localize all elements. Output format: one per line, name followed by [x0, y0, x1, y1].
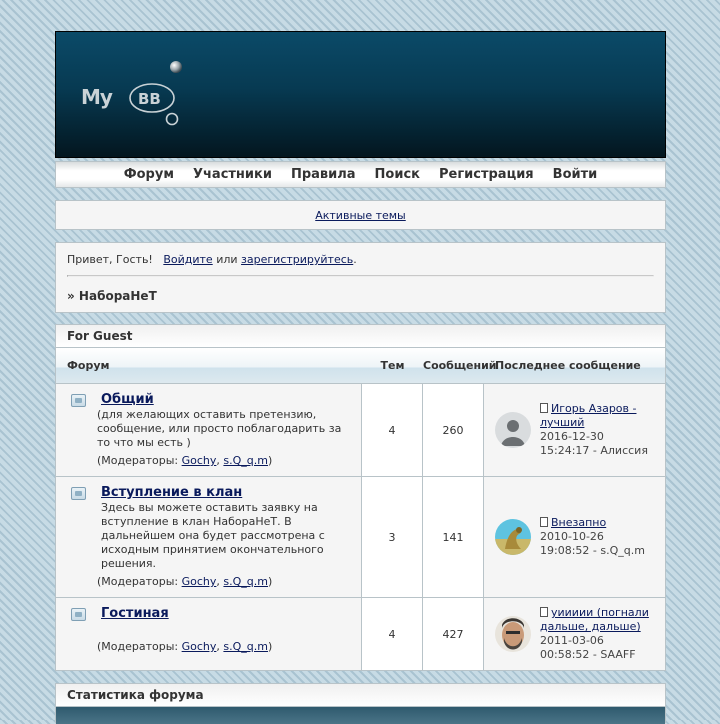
forum-title-link[interactable]: Гостиная: [101, 606, 169, 621]
page-wrapper: [55, 31, 666, 723]
forum-moderators: [97, 454, 351, 467]
nav-members[interactable]: Участники: [192, 167, 272, 182]
site-logo[interactable]: [78, 56, 198, 136]
forum-cell: [56, 598, 362, 670]
greeting-suffix: .: [353, 253, 357, 266]
nav-login[interactable]: Войти: [552, 167, 598, 182]
posts-count: 141: [423, 477, 484, 597]
last-post-date: 2016-12-30: [540, 430, 604, 443]
svg-text:BB: BB: [138, 90, 161, 108]
post-icon: [540, 517, 548, 527]
moderator-link[interactable]: s.Q_q.m: [223, 575, 269, 588]
nav-search[interactable]: Поиск: [374, 167, 420, 182]
forum-description: [97, 622, 351, 636]
forum-row: [56, 598, 665, 670]
active-topics-link[interactable]: Активные темы: [315, 208, 406, 222]
greeting-divider: [67, 275, 654, 277]
mods-suffix: ): [268, 454, 273, 467]
forum-stats-box: [55, 683, 666, 723]
login-link[interactable]: Войдите: [163, 253, 213, 266]
user-avatar[interactable]: [495, 412, 531, 448]
last-post-link[interactable]: уиииии (погнали дальше, дальше): [540, 606, 649, 633]
nav-register[interactable]: Регистрация: [439, 167, 534, 182]
svg-text:My: My: [81, 85, 112, 109]
topics-count: 4: [362, 384, 423, 476]
greeting-box: [55, 242, 666, 313]
last-post-info: [540, 516, 645, 558]
last-post-link[interactable]: Игорь Азаров - лучший: [540, 402, 637, 429]
forum-icon: [71, 394, 86, 407]
forum-title-link[interactable]: Вступление в клан: [101, 485, 243, 500]
forum-cell: [56, 384, 362, 476]
post-icon: [540, 607, 548, 617]
last-post-date: 2011-03-06: [540, 634, 604, 647]
last-post-link[interactable]: Внезапно: [551, 516, 607, 529]
last-post-info: [540, 402, 655, 458]
active-topics-box: [55, 200, 666, 230]
greeting-text: Привет, Гость!: [67, 253, 153, 266]
stats-title: Статистика форума: [56, 684, 665, 707]
greeting-line: [67, 253, 654, 275]
forum-cell: [56, 477, 362, 597]
mods-prefix: (Модераторы:: [97, 640, 182, 653]
last-post-cell: [484, 598, 665, 670]
main-nav: [55, 161, 666, 188]
user-avatar[interactable]: [495, 616, 531, 652]
last-post-date: 2010-10-26: [540, 530, 604, 543]
topics-count: 3: [362, 477, 423, 597]
register-link[interactable]: зарегистрируйтесь: [241, 253, 354, 266]
mods-suffix: ): [268, 575, 273, 588]
nav-forum[interactable]: Форум: [123, 167, 174, 182]
last-post-cell: [484, 384, 665, 476]
moderator-link[interactable]: s.Q_q.m: [223, 640, 269, 653]
site-header: [55, 31, 666, 158]
forum-row: [56, 477, 665, 598]
forum-category: [55, 324, 666, 671]
last-post-info: [540, 606, 655, 662]
forum-description: Здесь вы можете оставить заявку на вступление в клан НабораНеТ. В дальнейшем она будет рассмотрена с исходным принятием окончательного решения.: [101, 501, 325, 570]
forum-row: [56, 384, 665, 477]
forum-moderators: [97, 575, 351, 588]
moderator-link[interactable]: Gochy: [181, 640, 217, 653]
forum-description: (для желающих оставить претензию, сообщение, или просто поблагодарить за то что мы есть ): [97, 408, 342, 449]
mods-suffix: ): [268, 640, 273, 653]
topics-count: 4: [362, 598, 423, 670]
header-posts: Сообщений: [423, 359, 497, 372]
post-icon: [540, 403, 548, 413]
header-last-post: Последнее сообщение: [495, 359, 641, 372]
last-post-cell: [484, 477, 665, 597]
mods-prefix: (Модераторы:: [97, 454, 182, 467]
table-header: [56, 348, 665, 384]
moderator-link[interactable]: Gochy: [181, 454, 217, 467]
last-post-time-user: 19:08:52 - s.Q_q.m: [540, 544, 645, 557]
mods-prefix: (Модераторы:: [97, 575, 182, 588]
breadcrumb: » НабораНеТ: [67, 289, 157, 303]
mods-separator: ,: [216, 575, 224, 588]
user-avatar[interactable]: [495, 519, 531, 555]
moderator-link[interactable]: Gochy: [181, 575, 217, 588]
forum-icon: [71, 608, 86, 621]
nav-rules[interactable]: Правила: [290, 167, 356, 182]
posts-count: 260: [423, 384, 484, 476]
last-post-time-user: 00:58:52 - SAAFF: [540, 648, 636, 661]
category-title: For Guest: [56, 325, 665, 348]
mods-separator: ,: [216, 454, 224, 467]
header-topics: Тем: [380, 359, 405, 372]
moderator-link[interactable]: s.Q_q.m: [223, 454, 269, 467]
last-post-time-user: 15:24:17 - Алиссия: [540, 444, 648, 457]
greeting-or: или: [216, 253, 238, 266]
header-forum: Форум: [67, 359, 110, 372]
forum-icon: [71, 487, 86, 500]
stats-header-strip: [56, 707, 665, 724]
forum-title-link[interactable]: Общий: [101, 392, 154, 407]
forum-moderators: [97, 640, 351, 653]
posts-count: 427: [423, 598, 484, 670]
mods-separator: ,: [216, 640, 224, 653]
